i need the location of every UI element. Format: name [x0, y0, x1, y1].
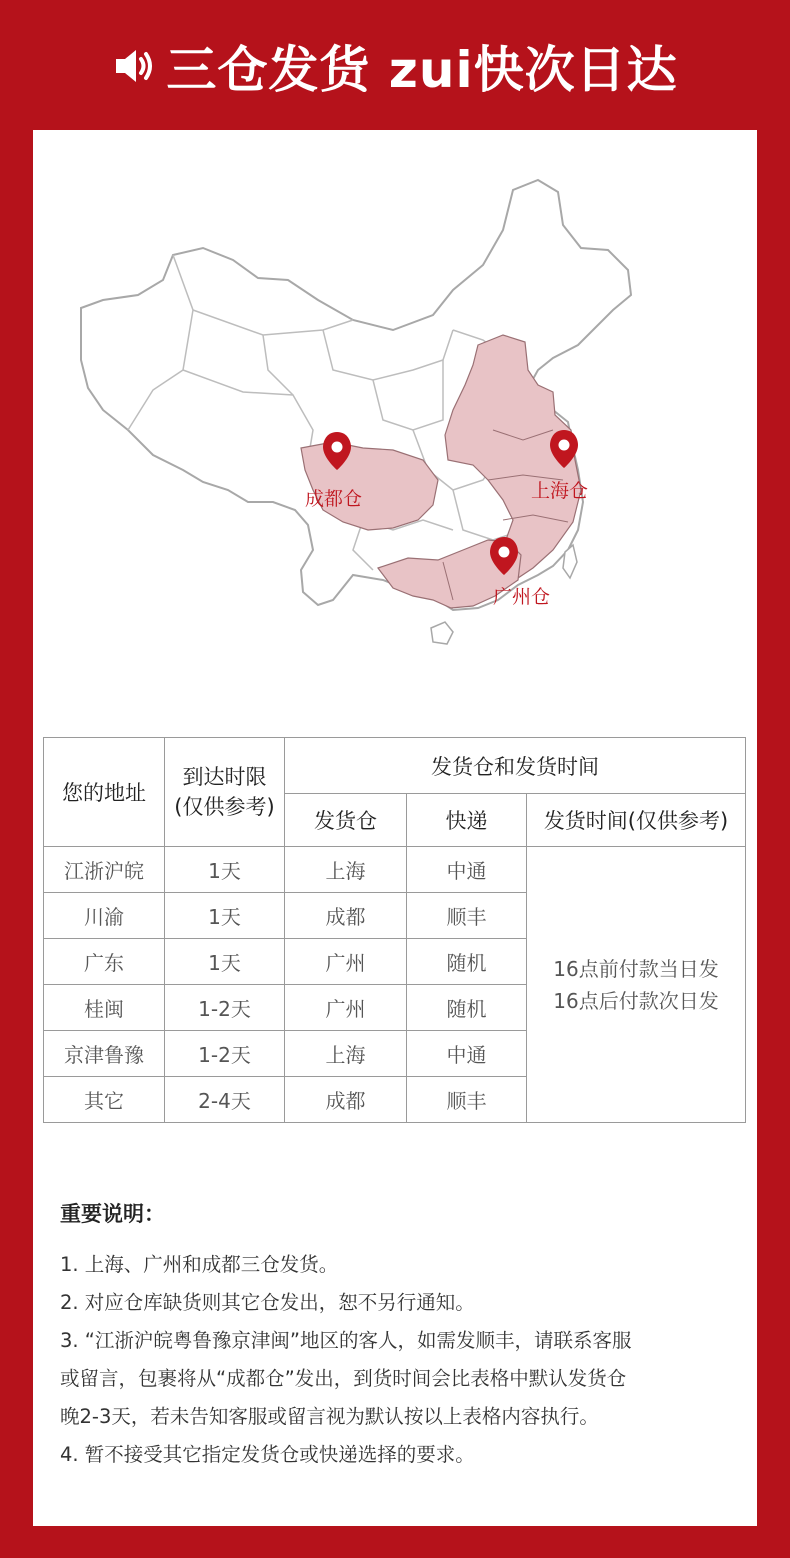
header-warehouse-group: 发货仓和发货时间: [285, 738, 746, 794]
header-address: 您的地址: [44, 738, 165, 847]
cell-address: 广东: [44, 939, 165, 985]
cell-courier: 中通: [407, 847, 527, 893]
cell-address: 川渝: [44, 893, 165, 939]
cell-courier: 随机: [407, 939, 527, 985]
notes-title: 重要说明：: [60, 1202, 165, 1226]
speaker-icon: [112, 44, 156, 88]
cell-warehouse: 广州: [285, 939, 407, 985]
cell-warehouse: 成都: [285, 1077, 407, 1123]
cell-address: 桂闽: [44, 985, 165, 1031]
note-line: 或留言，包裹将从“成都仓”发出，到货时间会比表格中默认发货仓: [60, 1367, 627, 1390]
cell-courier: 中通: [407, 1031, 527, 1077]
header-warehouse: 发货仓: [285, 794, 407, 847]
pin-label-shanghai: 上海仓: [531, 480, 589, 502]
header-courier: 快递: [407, 794, 527, 847]
cell-time: 1天: [165, 939, 285, 985]
header-arrival-time: [165, 738, 285, 847]
china-map: [33, 130, 757, 690]
cell-time: 1天: [165, 847, 285, 893]
china-map-graphic: [33, 130, 757, 690]
ship-time-note-2: 16点后付款次日发: [553, 988, 719, 1013]
cell-warehouse: 上海: [285, 1031, 407, 1077]
island-hainan: [431, 622, 453, 644]
cell-warehouse: 上海: [285, 847, 407, 893]
page-title: 三仓发货 zui快次日达: [166, 41, 678, 99]
content-panel: [33, 130, 757, 1526]
header-arrival-time-line2: (仅供参考): [174, 795, 275, 819]
pin-label-guangzhou: 广州仓: [493, 586, 551, 608]
table-row: [44, 847, 746, 893]
header-arrival-time-line1: 到达时限: [182, 765, 267, 789]
shipping-table: [43, 737, 746, 1123]
notes-section: [60, 1198, 740, 1474]
note-line: 晚2-3天，若未告知客服或留言视为默认按以上表格内容执行。: [60, 1405, 599, 1428]
pin-label-chengdu: 成都仓: [305, 488, 363, 510]
cell-warehouse: 成都: [285, 893, 407, 939]
note-line: 3. “江浙沪皖粤鲁豫京津闽”地区的客人，如需发顺丰，请联系客服: [60, 1329, 632, 1352]
note-line: 2. 对应仓库缺货则其它仓发出，恕不另行通知。: [60, 1291, 475, 1314]
cell-address: 其它: [44, 1077, 165, 1123]
cell-courier: 顺丰: [407, 1077, 527, 1123]
cell-ship-time: [527, 847, 746, 1123]
cell-address: 江浙沪皖: [44, 847, 165, 893]
cell-courier: 顺丰: [407, 893, 527, 939]
cell-warehouse: 广州: [285, 985, 407, 1031]
cell-time: 2-4天: [165, 1077, 285, 1123]
cell-address: 京津鲁豫: [44, 1031, 165, 1077]
cell-time: 1天: [165, 893, 285, 939]
note-line: 4. 暂不接受其它指定发货仓或快递选择的要求。: [60, 1443, 475, 1466]
cell-time: 1-2天: [165, 1031, 285, 1077]
cell-time: 1-2天: [165, 985, 285, 1031]
note-line: 1. 上海、广州和成都三仓发货。: [60, 1253, 339, 1276]
header-banner: [0, 0, 790, 132]
header-ship-time: 发货时间(仅供参考): [527, 794, 746, 847]
ship-time-note-1: 16点前付款当日发: [553, 956, 719, 981]
cell-courier: 随机: [407, 985, 527, 1031]
